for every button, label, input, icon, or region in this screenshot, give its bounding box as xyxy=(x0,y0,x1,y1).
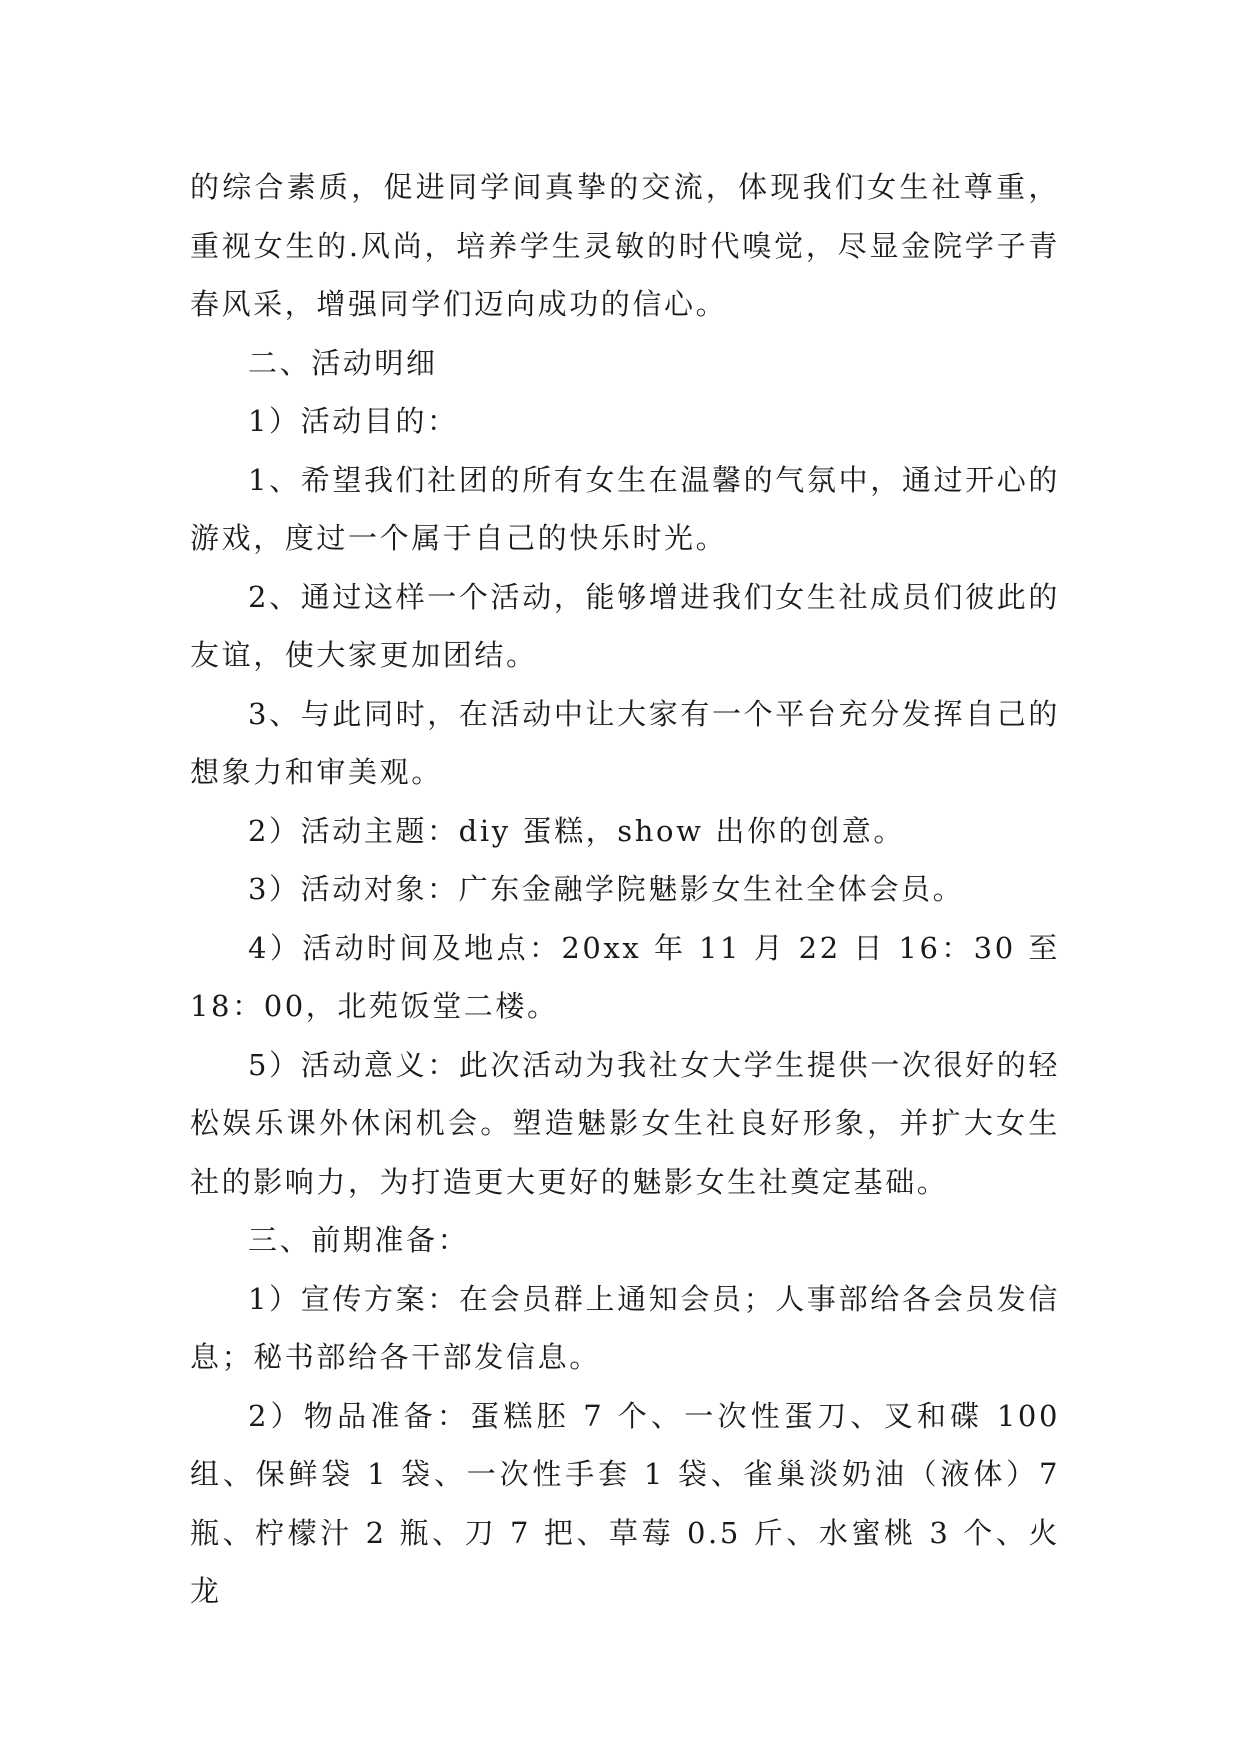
paragraph-activity-significance: 5）活动意义：此次活动为我社女大学生提供一次很好的轻松娱乐课外休闲机会。塑造魅影女生社良好形象，并扩大女生社的影响力，为打造更大更好的魅影女生社奠定基础。 xyxy=(190,1047,1060,1199)
paragraph-activity-time-place: 4）活动时间及地点：20xx 年 11 月 22 日 16：30 至 18：00，北苑饭堂二楼。 xyxy=(190,930,1060,1023)
paragraph-publicity-plan: 1）宣传方案：在会员群上通知会员；人事部给各会员发信息；秘书部给各干部发信息。 xyxy=(190,1281,1060,1374)
paragraph-activity-theme: 2）活动主题：diy 蛋糕，show 出你的创意。 xyxy=(248,813,905,848)
section-heading-preparation: 三、前期准备： xyxy=(248,1223,470,1257)
paragraph-purpose-1: 1、希望我们社团的所有女生在温馨的气氛中，通过开心的游戏，度过一个属于自己的快乐时光。 xyxy=(190,462,1060,555)
section-heading-activity-details: 二、活动明细 xyxy=(248,345,438,380)
paragraph-continuation: 的综合素质，促进同学间真挚的交流，体现我们女生社尊重，重视女生的.风尚，培养学生灵敏的时代嗅觉，尽显金院学子青春风采，增强同学们迈向成功的信心。 xyxy=(190,170,1060,321)
paragraph-purpose-3: 3、与此同时，在活动中让大家有一个平台充分发挥自己的想象力和审美观。 xyxy=(190,696,1060,789)
paragraph-purpose-2: 2、通过这样一个活动，能够增进我们女生社成员们彼此的友谊，使大家更加团结。 xyxy=(190,579,1060,672)
paragraph-supplies: 2）物品准备：蛋糕胚 7 个、一次性蛋刀、叉和碟 100 组、保鲜袋 1 袋、一次性手套 1 袋、雀巢淡奶油（液体）7 瓶、柠檬汁 2 瓶、刀 7 把、草莓 0.5 斤、水蜜桃 3 个、火龙 xyxy=(190,1398,1060,1608)
subheading-activity-purpose: 1）活动目的： xyxy=(248,404,459,438)
document-body xyxy=(190,158,1060,1621)
paragraph-activity-audience: 3）活动对象：广东金融学院魅影女生社全体会员。 xyxy=(248,872,965,906)
